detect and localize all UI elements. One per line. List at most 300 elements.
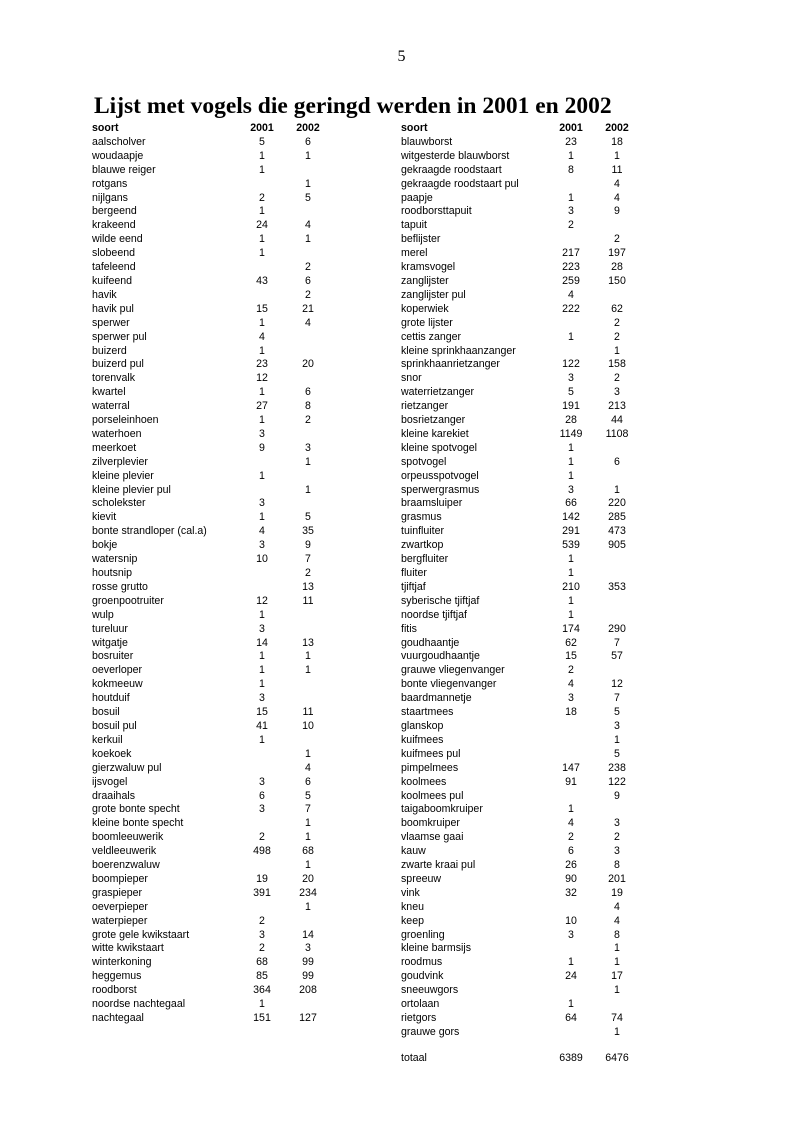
count-2001-cell: 1 bbox=[259, 650, 265, 663]
count-2002-cell: 1 bbox=[614, 344, 620, 357]
count-2002-cell: 1 bbox=[614, 984, 620, 997]
count-2001-cell bbox=[240, 484, 284, 498]
count-2002-cell: 1 bbox=[305, 859, 311, 872]
table-row bbox=[92, 623, 332, 637]
table-row bbox=[92, 456, 332, 470]
count-2001-cell bbox=[240, 859, 284, 873]
count-2001-cell: 1 bbox=[568, 956, 574, 969]
count-2002-cell: 1 bbox=[305, 817, 311, 830]
count-2002-cell: 21 bbox=[302, 302, 314, 315]
species-cell: grasmus bbox=[401, 511, 442, 524]
count-2001-cell: 147 bbox=[562, 761, 580, 774]
count-2001-cell: 1 bbox=[259, 998, 265, 1011]
count-2001-cell: 291 bbox=[562, 525, 580, 538]
table-row bbox=[401, 192, 641, 206]
count-2002-cell: 13 bbox=[302, 580, 314, 593]
count-2001-cell: 1 bbox=[568, 191, 574, 204]
count-2002-cell: 17 bbox=[611, 970, 623, 983]
count-2001-cell: 18 bbox=[565, 706, 577, 719]
table-row bbox=[92, 803, 332, 817]
count-2001-cell: 2 bbox=[568, 219, 574, 232]
table-row bbox=[92, 609, 332, 623]
table-row bbox=[92, 345, 332, 359]
table-row bbox=[92, 358, 332, 372]
table-row bbox=[401, 414, 641, 428]
count-2001-cell: 85 bbox=[256, 970, 268, 983]
count-2001-cell: 2 bbox=[259, 942, 265, 955]
count-2001-cell: 6 bbox=[259, 789, 265, 802]
count-2002-cell: 2 bbox=[614, 316, 620, 329]
count-2002-cell: 1108 bbox=[605, 427, 629, 440]
total-label: totaal bbox=[401, 1052, 427, 1064]
species-cell: sperwer bbox=[92, 316, 130, 329]
species-cell: zwartkop bbox=[401, 539, 444, 552]
count-2001-cell: 43 bbox=[256, 274, 268, 287]
count-2001-cell bbox=[240, 456, 284, 470]
column-header-2002: 2002 bbox=[605, 122, 629, 134]
count-2001-cell: 24 bbox=[256, 219, 268, 232]
count-2001-cell: 539 bbox=[562, 539, 580, 552]
table-row bbox=[401, 956, 641, 970]
count-2001-cell: 1 bbox=[568, 441, 574, 454]
species-cell: blauwe reiger bbox=[92, 163, 156, 176]
table-row bbox=[401, 650, 641, 664]
count-2001-cell: 5 bbox=[568, 386, 574, 399]
count-2001-cell: 223 bbox=[562, 261, 580, 274]
table-row bbox=[92, 178, 332, 192]
table-header-row bbox=[92, 122, 332, 136]
table-row bbox=[92, 219, 332, 233]
table-row bbox=[92, 692, 332, 706]
count-2002-cell: 1 bbox=[614, 149, 620, 162]
count-2001-cell: 15 bbox=[256, 302, 268, 315]
species-cell: porseleinhoen bbox=[92, 414, 159, 427]
table-row bbox=[401, 428, 641, 442]
count-2002-cell: 7 bbox=[305, 803, 311, 816]
count-2002-cell bbox=[284, 915, 332, 929]
species-cell: tapuit bbox=[401, 219, 427, 232]
species-cell: sperwergrasmus bbox=[401, 483, 480, 496]
table-row bbox=[401, 442, 641, 456]
table-row bbox=[92, 484, 332, 498]
table-row bbox=[401, 720, 641, 734]
count-2002-cell bbox=[284, 623, 332, 637]
count-2002-cell: 1 bbox=[305, 747, 311, 760]
bird-table-right bbox=[401, 122, 641, 1040]
species-cell: tureluur bbox=[92, 622, 128, 635]
table-row bbox=[92, 776, 332, 790]
count-2001-cell: 4 bbox=[568, 817, 574, 830]
count-2001-cell: 91 bbox=[565, 775, 577, 788]
count-2001-cell: 1 bbox=[259, 664, 265, 677]
table-row bbox=[92, 303, 332, 317]
species-cell: glanskop bbox=[401, 719, 444, 732]
count-2002-cell bbox=[284, 247, 332, 261]
table-row bbox=[401, 817, 641, 831]
table-row bbox=[401, 776, 641, 790]
count-2002-cell: 8 bbox=[614, 859, 620, 872]
count-2002-cell bbox=[593, 442, 641, 456]
species-cell: waterrietzanger bbox=[401, 386, 475, 399]
count-2002-cell: 8 bbox=[305, 400, 311, 413]
table-row bbox=[401, 998, 641, 1012]
count-2001-cell: 1 bbox=[568, 998, 574, 1011]
table-row bbox=[92, 650, 332, 664]
species-cell: kramsvogel bbox=[401, 261, 456, 274]
count-2001-cell: 3 bbox=[568, 372, 574, 385]
table-row bbox=[92, 525, 332, 539]
species-cell: rosse grutto bbox=[92, 580, 148, 593]
species-cell: grauwe gors bbox=[401, 1025, 460, 1038]
table-row bbox=[401, 289, 641, 303]
count-2001-cell: 4 bbox=[259, 525, 265, 538]
count-2002-cell bbox=[593, 664, 641, 678]
table-row bbox=[401, 372, 641, 386]
species-cell: snor bbox=[401, 372, 422, 385]
table-row bbox=[401, 595, 641, 609]
count-2002-cell: 2 bbox=[614, 372, 620, 385]
count-2002-cell: 6 bbox=[305, 386, 311, 399]
table-row bbox=[92, 901, 332, 915]
count-2001-cell: 10 bbox=[565, 914, 577, 927]
table-row bbox=[401, 831, 641, 845]
species-cell: nijlgans bbox=[92, 191, 128, 204]
count-2001-cell bbox=[549, 901, 593, 915]
count-2002-cell: 44 bbox=[611, 414, 623, 427]
table-row bbox=[92, 859, 332, 873]
count-2001-cell: 3 bbox=[259, 803, 265, 816]
count-2001-cell bbox=[240, 762, 284, 776]
count-2002-cell: 220 bbox=[608, 497, 626, 510]
count-2001-cell: 2 bbox=[568, 664, 574, 677]
count-2002-cell: 6 bbox=[305, 135, 311, 148]
count-2001-cell: 62 bbox=[565, 636, 577, 649]
species-cell: buizerd pul bbox=[92, 358, 144, 371]
count-2001-cell: 217 bbox=[562, 247, 580, 260]
count-2001-cell: 1 bbox=[568, 594, 574, 607]
count-2001-cell bbox=[549, 748, 593, 762]
count-2001-cell bbox=[549, 984, 593, 998]
species-cell: scholekster bbox=[92, 497, 146, 510]
count-2002-cell: 10 bbox=[302, 719, 314, 732]
table-row bbox=[92, 929, 332, 943]
table-row bbox=[401, 706, 641, 720]
count-2002-cell: 4 bbox=[614, 900, 620, 913]
count-2002-cell bbox=[284, 734, 332, 748]
species-cell: noordse nachtegaal bbox=[92, 998, 186, 1011]
species-cell: kleine plevier bbox=[92, 469, 154, 482]
count-2002-cell: 3 bbox=[614, 386, 620, 399]
count-2002-cell: 6 bbox=[305, 775, 311, 788]
count-2002-cell: 208 bbox=[299, 984, 317, 997]
table-row bbox=[92, 984, 332, 998]
species-cell: kuifmees bbox=[401, 733, 444, 746]
count-2002-cell bbox=[284, 470, 332, 484]
species-cell: merel bbox=[401, 247, 428, 260]
count-2002-cell: 2 bbox=[614, 233, 620, 246]
count-2002-cell: 5 bbox=[305, 511, 311, 524]
count-2001-cell: 14 bbox=[256, 636, 268, 649]
count-2001-cell: 9 bbox=[259, 441, 265, 454]
species-cell: kleine barmsijs bbox=[401, 942, 472, 955]
count-2001-cell: 1 bbox=[259, 233, 265, 246]
species-cell: gierzwaluw pul bbox=[92, 761, 162, 774]
count-2002-cell: 201 bbox=[608, 872, 626, 885]
column-header-2002: 2002 bbox=[296, 122, 320, 134]
species-cell: waterral bbox=[92, 400, 130, 413]
count-2001-cell: 15 bbox=[565, 650, 577, 663]
count-2001-cell bbox=[549, 720, 593, 734]
count-2001-cell bbox=[240, 901, 284, 915]
species-cell: waterpieper bbox=[92, 914, 148, 927]
count-2002-cell: 12 bbox=[611, 678, 623, 691]
count-2001-cell: 1 bbox=[568, 553, 574, 566]
species-cell: zanglijster pul bbox=[401, 288, 466, 301]
column-header-species: soort bbox=[401, 122, 428, 134]
species-cell: grote gele kwikstaart bbox=[92, 928, 190, 941]
count-2001-cell bbox=[549, 942, 593, 956]
table-row bbox=[401, 790, 641, 804]
count-2001-cell: 10 bbox=[256, 553, 268, 566]
table-row bbox=[401, 497, 641, 511]
count-2001-cell: 1 bbox=[259, 316, 265, 329]
species-cell: roodborst bbox=[92, 984, 137, 997]
table-row bbox=[92, 247, 332, 261]
count-2002-cell: 4 bbox=[305, 316, 311, 329]
species-cell: oeverloper bbox=[92, 664, 143, 677]
count-2001-cell: 2 bbox=[259, 831, 265, 844]
total-2002: 6476 bbox=[605, 1052, 629, 1064]
count-2001-cell: 3 bbox=[259, 427, 265, 440]
count-2002-cell: 11 bbox=[611, 163, 623, 176]
species-cell: witgesterde blauwborst bbox=[401, 149, 510, 162]
table-row bbox=[401, 539, 641, 553]
total-2001: 6389 bbox=[559, 1052, 583, 1064]
species-cell: watersnip bbox=[92, 553, 138, 566]
species-cell: heggemus bbox=[92, 970, 142, 983]
table-row bbox=[92, 942, 332, 956]
count-2002-cell: 150 bbox=[608, 274, 626, 287]
species-cell: bergeend bbox=[92, 205, 137, 218]
species-cell: koekoek bbox=[92, 747, 132, 760]
count-2002-cell: 13 bbox=[302, 636, 314, 649]
species-cell: rietgors bbox=[401, 1012, 437, 1024]
table-row bbox=[401, 511, 641, 525]
table-row bbox=[401, 845, 641, 859]
column-header-species: soort bbox=[92, 122, 119, 134]
species-cell: oeverpieper bbox=[92, 900, 148, 913]
table-row bbox=[401, 762, 641, 776]
species-cell: kauw bbox=[401, 845, 426, 858]
species-cell: wulp bbox=[92, 608, 114, 621]
species-cell: groenling bbox=[401, 928, 445, 941]
count-2001-cell: 2 bbox=[259, 191, 265, 204]
count-2001-cell: 1 bbox=[259, 414, 265, 427]
count-2001-cell: 1 bbox=[568, 608, 574, 621]
table-row bbox=[92, 497, 332, 511]
count-2002-cell: 158 bbox=[608, 358, 626, 371]
count-2001-cell: 1149 bbox=[559, 427, 583, 440]
table-row bbox=[401, 581, 641, 595]
table-row bbox=[401, 859, 641, 873]
species-cell: kerkuil bbox=[92, 733, 123, 746]
table-row bbox=[92, 748, 332, 762]
count-2002-cell: 3 bbox=[614, 845, 620, 858]
count-2002-cell: 35 bbox=[302, 525, 314, 538]
species-cell: grauwe vliegenvanger bbox=[401, 664, 505, 677]
table-row bbox=[401, 456, 641, 470]
species-cell: nachtegaal bbox=[92, 1012, 144, 1024]
species-cell: fitis bbox=[401, 622, 417, 635]
count-2002-cell: 4 bbox=[614, 191, 620, 204]
count-2002-cell bbox=[593, 553, 641, 567]
species-cell: koperwiek bbox=[401, 302, 449, 315]
species-cell: sperwer pul bbox=[92, 330, 147, 343]
table-row bbox=[401, 525, 641, 539]
count-2002-cell: 213 bbox=[608, 400, 626, 413]
count-2002-cell: 1 bbox=[305, 149, 311, 162]
species-cell: spotvogel bbox=[401, 455, 447, 468]
species-cell: bosuil bbox=[92, 706, 120, 719]
count-2002-cell: 28 bbox=[611, 261, 623, 274]
count-2001-cell: 1 bbox=[259, 678, 265, 691]
species-cell: krakeend bbox=[92, 219, 136, 232]
count-2001-cell bbox=[549, 233, 593, 247]
table-row bbox=[401, 470, 641, 484]
table-row bbox=[401, 1012, 641, 1026]
table-row bbox=[401, 915, 641, 929]
table-row bbox=[401, 553, 641, 567]
count-2001-cell: 68 bbox=[256, 956, 268, 969]
count-2001-cell bbox=[549, 790, 593, 804]
count-2001-cell: 122 bbox=[562, 358, 580, 371]
count-2002-cell: 1 bbox=[614, 483, 620, 496]
count-2001-cell: 174 bbox=[562, 622, 580, 635]
species-cell: tafeleend bbox=[92, 261, 136, 274]
page-number: 5 bbox=[397, 48, 406, 65]
species-cell: syberische tjiftjaf bbox=[401, 594, 480, 607]
count-2002-cell: 3 bbox=[305, 441, 311, 454]
table-row bbox=[92, 637, 332, 651]
table-row bbox=[92, 511, 332, 525]
count-2002-cell bbox=[284, 678, 332, 692]
species-cell: gekraagde roodstaart bbox=[401, 163, 502, 176]
table-header-row bbox=[401, 122, 641, 136]
species-cell: graspieper bbox=[92, 886, 143, 899]
table-row bbox=[401, 484, 641, 498]
count-2002-cell: 197 bbox=[608, 247, 626, 260]
table-row bbox=[92, 372, 332, 386]
species-cell: bosruiter bbox=[92, 650, 134, 663]
table-row bbox=[92, 595, 332, 609]
species-cell: roodborsttapuit bbox=[401, 205, 472, 218]
count-2001-cell: 3 bbox=[259, 692, 265, 705]
count-2001-cell: 90 bbox=[565, 872, 577, 885]
species-cell: houtsnip bbox=[92, 567, 133, 579]
species-cell: gekraagde roodstaart pul bbox=[401, 177, 519, 190]
table-row bbox=[401, 275, 641, 289]
table-row bbox=[92, 1012, 332, 1026]
count-2002-cell: 20 bbox=[302, 872, 314, 885]
count-2002-cell: 19 bbox=[611, 886, 623, 899]
count-2001-cell: 27 bbox=[256, 400, 268, 413]
count-2001-cell bbox=[549, 345, 593, 359]
count-2001-cell: 1 bbox=[568, 149, 574, 162]
count-2001-cell: 23 bbox=[565, 135, 577, 148]
count-2002-cell bbox=[593, 219, 641, 233]
count-2001-cell: 1 bbox=[259, 733, 265, 746]
table-row bbox=[92, 720, 332, 734]
count-2002-cell: 68 bbox=[302, 845, 314, 858]
table-row bbox=[92, 470, 332, 484]
page-title: Lijst met vogels die geringd werden in 2001 en 2002 bbox=[94, 93, 612, 119]
count-2001-cell: 1 bbox=[259, 247, 265, 260]
count-2001-cell: 210 bbox=[562, 580, 580, 593]
count-2002-cell: 2 bbox=[614, 831, 620, 844]
count-2001-cell: 2 bbox=[568, 831, 574, 844]
table-row bbox=[92, 970, 332, 984]
count-2001-cell: 28 bbox=[565, 414, 577, 427]
table-row bbox=[401, 358, 641, 372]
count-2002-cell: 57 bbox=[611, 650, 623, 663]
species-cell: pimpelmees bbox=[401, 761, 459, 774]
table-row bbox=[92, 553, 332, 567]
table-row bbox=[92, 915, 332, 929]
species-cell: kleine sprinkhaanzanger bbox=[401, 344, 516, 357]
species-cell: rotgans bbox=[92, 177, 128, 190]
column-header-2001: 2001 bbox=[250, 122, 274, 134]
table-row bbox=[401, 748, 641, 762]
count-2002-cell: 7 bbox=[614, 636, 620, 649]
table-row bbox=[401, 734, 641, 748]
table-row bbox=[401, 664, 641, 678]
count-2001-cell bbox=[240, 261, 284, 275]
count-2002-cell: 5 bbox=[305, 789, 311, 802]
species-cell: koolmees pul bbox=[401, 789, 464, 802]
count-2001-cell: 32 bbox=[565, 886, 577, 899]
species-cell: cettis zanger bbox=[401, 330, 462, 343]
table-row bbox=[92, 956, 332, 970]
species-cell: groenpootruiter bbox=[92, 594, 164, 607]
count-2002-cell: 9 bbox=[614, 205, 620, 218]
count-2002-cell bbox=[593, 803, 641, 817]
count-2002-cell: 122 bbox=[608, 775, 626, 788]
count-2001-cell: 1 bbox=[259, 149, 265, 162]
species-cell: woudaapje bbox=[92, 149, 144, 162]
species-cell: grote lijster bbox=[401, 316, 453, 329]
table-row bbox=[92, 845, 332, 859]
species-cell: braamsluiper bbox=[401, 497, 463, 510]
count-2001-cell: 1 bbox=[259, 608, 265, 621]
count-2002-cell: 1 bbox=[305, 233, 311, 246]
table-row bbox=[92, 205, 332, 219]
count-2001-cell: 498 bbox=[253, 845, 271, 858]
species-cell: havik bbox=[92, 288, 117, 301]
table-row bbox=[401, 637, 641, 651]
count-2002-cell bbox=[284, 372, 332, 386]
count-2001-cell: 1 bbox=[259, 163, 265, 176]
table-row bbox=[401, 205, 641, 219]
count-2002-cell: 74 bbox=[611, 1012, 623, 1024]
species-cell: spreeuw bbox=[401, 872, 442, 885]
count-2002-cell: 2 bbox=[614, 330, 620, 343]
count-2002-cell: 1 bbox=[305, 455, 311, 468]
count-2002-cell: 5 bbox=[305, 191, 311, 204]
count-2002-cell bbox=[284, 609, 332, 623]
species-cell: kleine plevier pul bbox=[92, 483, 171, 496]
species-cell: bokje bbox=[92, 539, 118, 552]
table-row bbox=[92, 192, 332, 206]
